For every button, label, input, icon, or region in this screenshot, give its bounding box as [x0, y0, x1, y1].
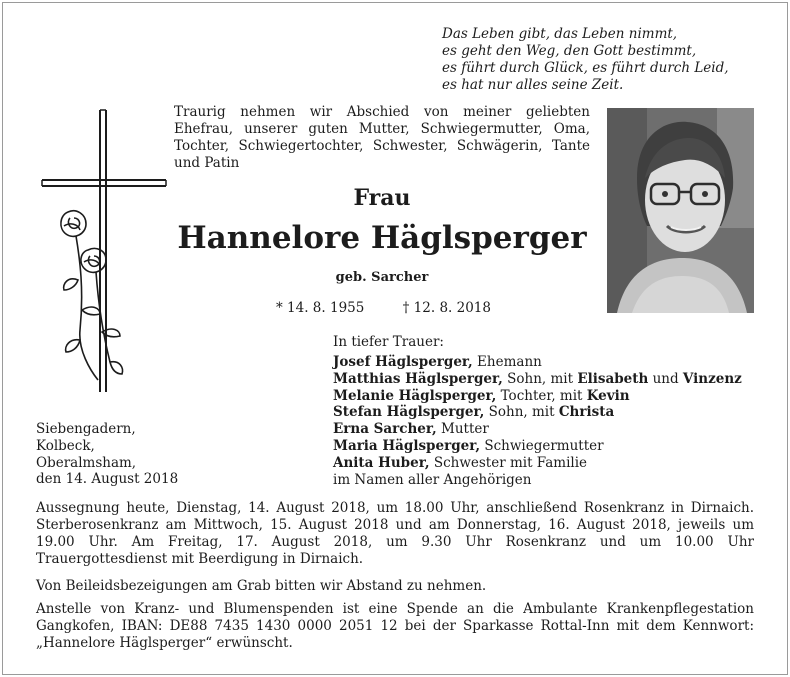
- place-line: Kolbeck,: [36, 437, 95, 454]
- mourner-relation: Mutter: [436, 421, 489, 438]
- donation-note: Anstelle von Kranz- und Blumenspenden ist eine Spende an die Ambulante Krankenpflegestation Gangkofen, IBAN: DE88 7435 1430 0000 2051 12 bei der Sparkasse Rottal-Inn mit dem Kennwort: „Hannelore Häglsperger“ erwünscht.: [36, 601, 754, 651]
- mourner-name: Maria Häglsperger,: [333, 437, 481, 454]
- poem-line: es hat nur alles seine Zeit.: [442, 77, 624, 93]
- condolence-note: Von Beileidsbezeigungen am Grab bitten wir Abstand zu nehmen.: [36, 578, 487, 594]
- mourner-line: [333, 421, 742, 438]
- cross-with-roses-icon: [40, 100, 170, 400]
- mourner-line: [333, 455, 742, 472]
- deceased-name: Hannelore Häglsperger: [177, 220, 587, 256]
- place-line: Oberalmsham,: [36, 454, 137, 471]
- mourner-line: [333, 438, 742, 455]
- mourning-heading: In tiefer Trauer:: [333, 334, 444, 350]
- salutation: Frau: [353, 185, 411, 211]
- mourner-name: Erna Sarcher,: [333, 421, 437, 438]
- mourner-line: [333, 472, 742, 489]
- place-line: den 14. August 2018: [36, 471, 179, 488]
- place-line: Siebengadern,: [36, 421, 136, 437]
- mourners-list: [333, 354, 742, 488]
- mourner-line: [333, 371, 742, 388]
- intro-text: Traurig nehmen wir Abschied von meiner geliebten Ehefrau, unserer guten Mutter, Schwiegermutter, Oma, Tochter, Schwiegertochter, Schwester, Schwägerin, Tante und Patin: [174, 104, 590, 171]
- poem: [442, 26, 777, 94]
- mourner-line: [333, 404, 742, 421]
- mourner-relation: und: [648, 370, 683, 387]
- life-dates: [276, 300, 491, 317]
- mourner-relation: Tochter, mit: [496, 387, 587, 404]
- mourner-relation: Ehemann: [472, 354, 542, 370]
- mourner-relation: Schwiegermutter: [480, 437, 604, 454]
- maiden-name: geb. Sarcher: [335, 270, 429, 285]
- mourner-name: Vinzenz: [682, 370, 742, 387]
- mourner-line: [333, 388, 742, 405]
- poem-line: es führt durch Glück, es führt durch Leid,: [442, 60, 729, 76]
- death-date: † 12. 8. 2018: [402, 300, 491, 316]
- mourner-name: Anita Huber,: [333, 454, 430, 471]
- mourner-name: Melanie Häglsperger,: [333, 387, 497, 404]
- place-and-date: [36, 421, 178, 488]
- mourner-relation: im Namen aller Angehörigen: [333, 471, 532, 488]
- portrait-photo: [607, 108, 754, 313]
- mourner-name: Stefan Häglsperger,: [333, 404, 485, 421]
- mourner-line: [333, 354, 742, 371]
- mourner-name: Matthias Häglsperger,: [333, 370, 503, 387]
- mourner-relation: Sohn, mit: [484, 404, 559, 421]
- mourner-name: Christa: [558, 404, 615, 421]
- mourner-name: Elisabeth: [577, 370, 649, 387]
- mourner-relation: Schwester mit Familie: [429, 454, 588, 471]
- mourner-name: Kevin: [586, 387, 630, 404]
- poem-line: Das Leben gibt, das Leben nimmt,: [442, 26, 678, 42]
- mourner-relation: Sohn, mit: [502, 370, 578, 387]
- funeral-info: Aussegnung heute, Dienstag, 14. August 2018, um 18.00 Uhr, anschließend Rosenkranz in Dirnaich. Sterberosenkranz am Mittwoch, 15. August 2018 und am Donnerstag, 16. August 2018, jeweils um 19.00 Uhr. Am Freitag, 17. August 2018, um 9.30 Uhr Rosenkranz und um 10.00 Uhr Trauergottesdienst mit Beerdigung in Dirnaich.: [36, 500, 754, 567]
- poem-line: es geht den Weg, den Gott bestimmt,: [442, 43, 697, 59]
- birth-date: * 14. 8. 1955: [276, 300, 365, 316]
- mourner-name: Josef Häglsperger,: [333, 354, 473, 370]
